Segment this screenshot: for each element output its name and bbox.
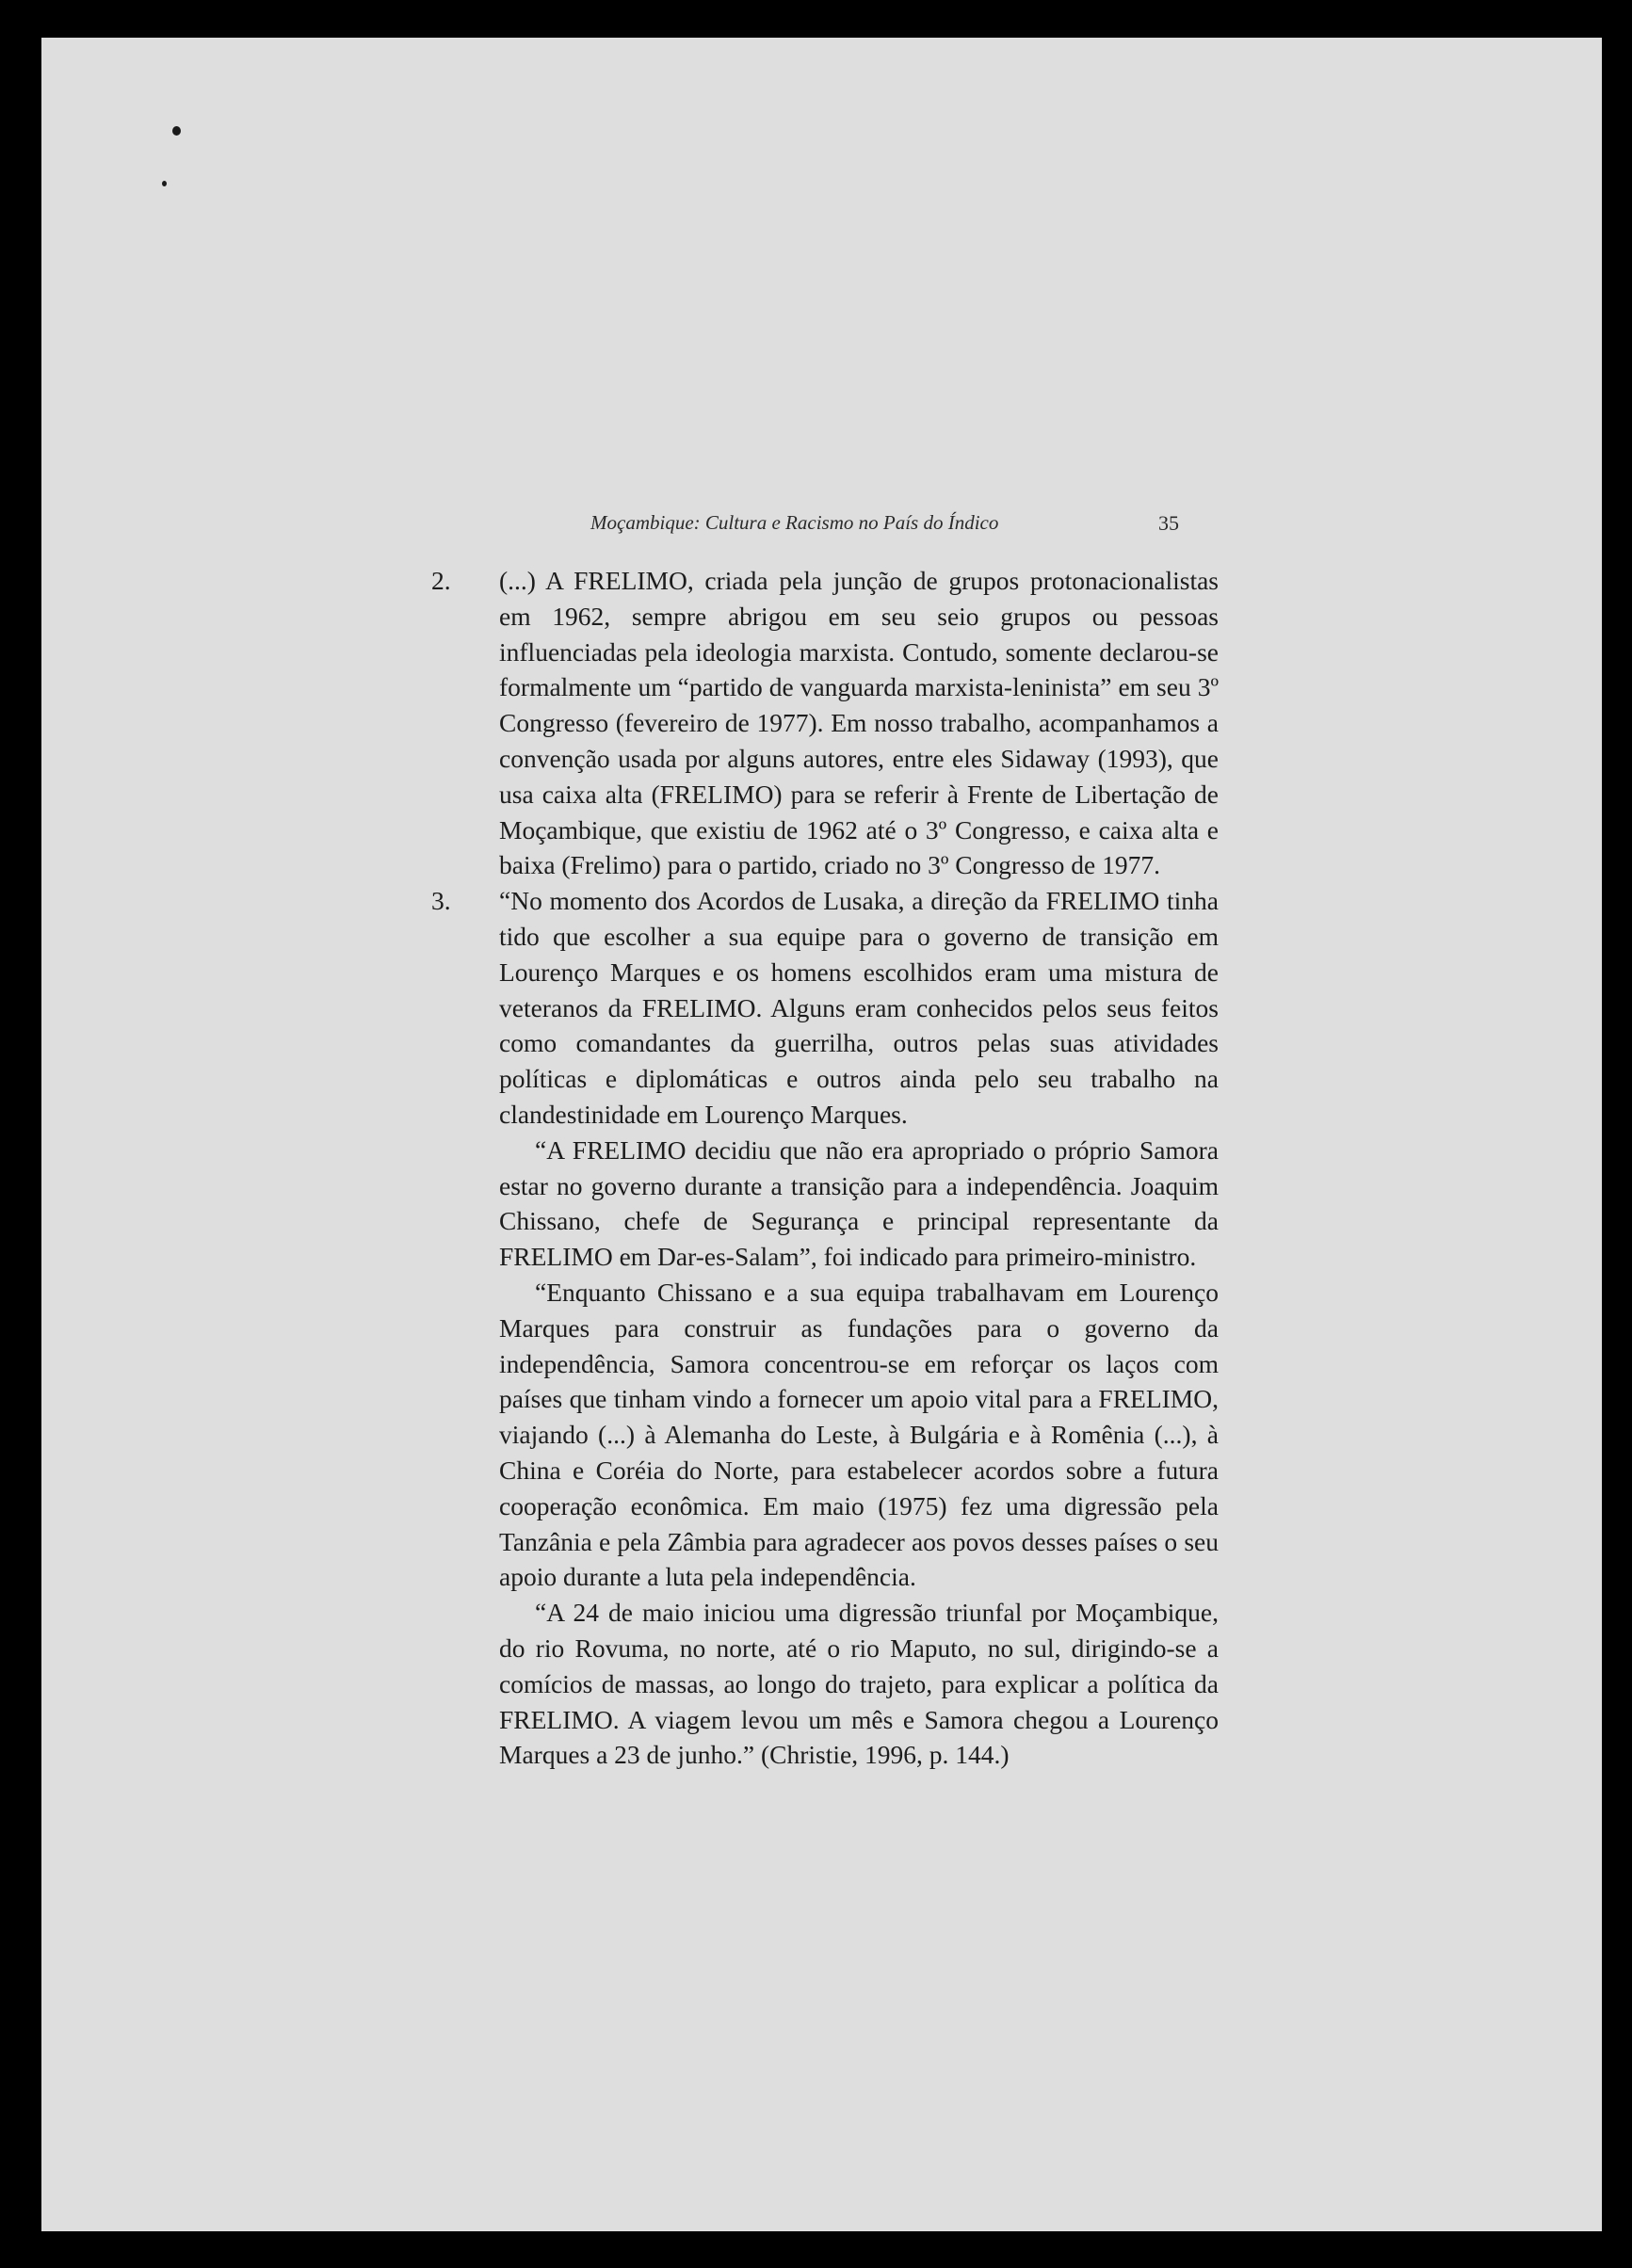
endnotes bbox=[431, 563, 1219, 1773]
document-page bbox=[41, 38, 1602, 2231]
note-number: 2. bbox=[431, 566, 451, 595]
note-paragraph: “Enquanto Chissano e a sua equipa trabalhavam em Lourenço Marques para construir as fundações para o governo da independência, Samora concentrou-se em reforçar os laços com países que tinham vindo a fornecer um apoio vital para a FRELIMO, viajando (...) à Alemanha do Leste, à Bulgária e à Romênia (...), à China e Coréia do Norte, para estabelecer acordos sobre a futura cooperação econômica. Em maio (1975) fez uma digressão pela Tanzânia e pela Zâmbia para agradecer aos povos desses países o seu apoio durante a luta pela independência. bbox=[499, 1277, 1219, 1592]
note-paragraph: “A 24 de maio iniciou uma digressão triunfal por Moçambique, do rio Rovuma, no norte, até o rio Maputo, no sul, dirigindo-se a comícios de massas, ao longo do trajeto, para explicar a política da FRELIMO. A viagem levou um mês e Samora chegou a Lourenço Marques a 23 de junho.” (Christie, 1996, p. 144.) bbox=[499, 1598, 1219, 1770]
scan-speck bbox=[172, 126, 181, 136]
note-paragraph: “A FRELIMO decidiu que não era apropriado o próprio Samora estar no governo durante a transição para a independência. Joaquim Chissano, chefe de Segurança e principal representante da FRELIMO em Dar-es-Salam”, foi indicado para primeiro-ministro. bbox=[499, 1134, 1219, 1272]
note-body bbox=[499, 883, 1219, 1773]
note-number: 3. bbox=[431, 886, 451, 916]
scan-speck bbox=[162, 181, 167, 186]
note-3 bbox=[431, 883, 1219, 1773]
note-paragraph: (...) A FRELIMO, criada pela junção de grupos protonacionalistas em 1962, sempre abrigou em seu seio grupos ou pessoas influenciadas pela ideologia marxista. Contudo, somente declarou-se formalmente um “partido de vanguarda marxista-leninista” em seu 3º Congresso (fevereiro de 1977). Em nosso trabalho, acompanhamos a convenção usada por alguns autores, entre eles Sidaway (1993), que usa caixa alta (FRELIMO) para se referir à Frente de Libertação de Moçambique, que existiu de 1962 até o 3º Congresso, e caixa alta e baixa (Frelimo) para o partido, criado no 3º Congresso de 1977. bbox=[499, 566, 1219, 880]
running-title: Moçambique: Cultura e Racismo no País do Índico bbox=[590, 511, 999, 534]
page-number: 35 bbox=[1158, 511, 1179, 535]
note-2 bbox=[431, 563, 1219, 883]
note-body bbox=[499, 563, 1219, 883]
note-paragraph: “No momento dos Acordos de Lusaka, a direção da FRELIMO tinha tido que escolher a sua equipe para o governo de transição em Lourenço Marques e os homens escolhidos eram uma mistura de veteranos da FRELIMO. Alguns eram conhecidos pelos seus feitos como comandantes da guerrilha, outros pelas suas atividades políticas e diplomáticas e outros ainda pelo seu trabalho na clandestinidade em Lourenço Marques. bbox=[499, 886, 1219, 1129]
